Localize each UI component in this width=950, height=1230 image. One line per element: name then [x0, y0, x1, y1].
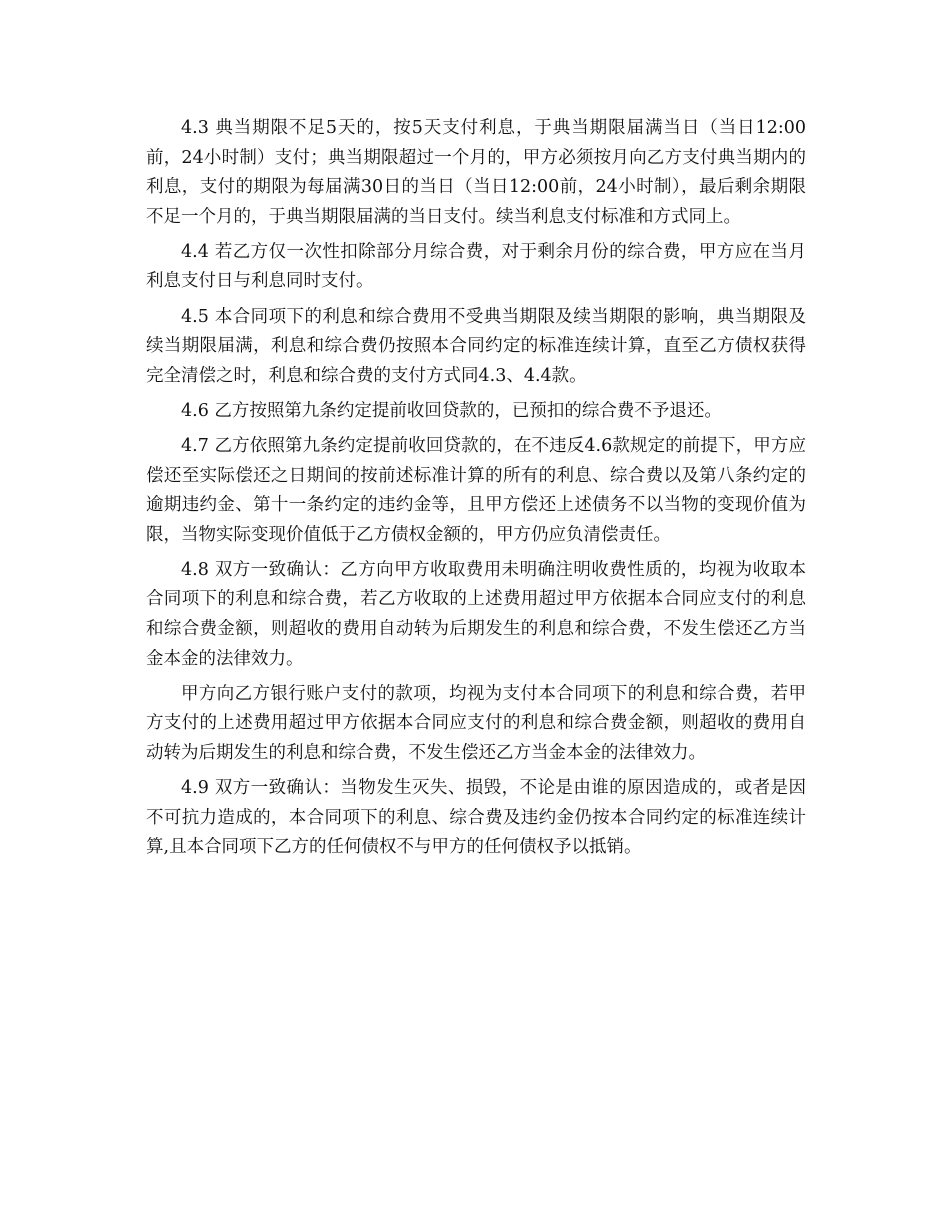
clause-4-6: 4.6 乙方按照第九条约定提前收回贷款的，已预扣的综合费不予退还。	[181, 400, 722, 421]
clause-4-3: 4.3 典当期限不足5天的，按5天支付利息，于典当期限届满当日（当日12:00前，24小时制）支付；典当期限超过一个月的，甲方必须按月向乙方支付典当期内的利息，支付的期限为每届满30日的当日（当日12:00前，24小时制），最后剩余期限不足一个月的，于典当期限届满的当日支付。续当利息支付标准和方式同上。	[146, 118, 806, 227]
clause-4-4: 4.4 若乙方仅一次性扣除部分月综合费，对于剩余月份的综合费，甲方应在当月利息支付日与利息同时支付。	[146, 241, 806, 292]
clause-4-7: 4.7 乙方依照第九条约定提前收回贷款的，在不违反4.6款规定的前提下，甲方应偿还至实际偿还之日期间的按前述标准计算的所有的利息、综合费以及第八条约定的逾期违约金、第十一条约定的违约金等，且甲方偿还上述债务不以当物的变现价值为限，当物实际变现价值低于乙方债权金额的，甲方仍应负清偿责任。	[146, 435, 806, 545]
clause-4-8: 4.8 双方一致确认：乙方向甲方收取费用未明确注明收费性质的，均视为收取本合同项下的利息和综合费，若乙方收取的上述费用超过甲方依据本合同应支付的利息和综合费金额，则超收的费用自动转为后期发生的利息和综合费，不发生偿还乙方当金本金的法律效力。	[146, 559, 806, 669]
clause-4-5: 4.5 本合同项下的利息和综合费用不受典当期限及续当期限的影响，典当期限及续当期限届满，利息和综合费仍按照本合同约定的标准连续计算，直至乙方债权获得完全清偿之时，利息和综合费的支付方式同4.3、4.4款。	[146, 306, 806, 386]
clause-4-9: 4.9 双方一致确认：当物发生灭失、损毁，不论是由谁的原因造成的，或者是因不可抗力造成的，本合同项下的利息、综合费及违约金仍按本合同约定的标准连续计算,且本合同项下乙方的任何债权不与甲方的任何债权予以抵销。	[146, 777, 806, 858]
document-page	[146, 114, 806, 868]
clause-4-8-continuation: 甲方向乙方银行账户支付的款项，均视为支付本合同项下的利息和综合费，若甲方支付的上述费用超过甲方依据本合同应支付的利息和综合费金额，则超收的费用自动转为后期发生的利息和综合费，不发生偿还乙方当金本金的法律效力。	[146, 683, 806, 763]
